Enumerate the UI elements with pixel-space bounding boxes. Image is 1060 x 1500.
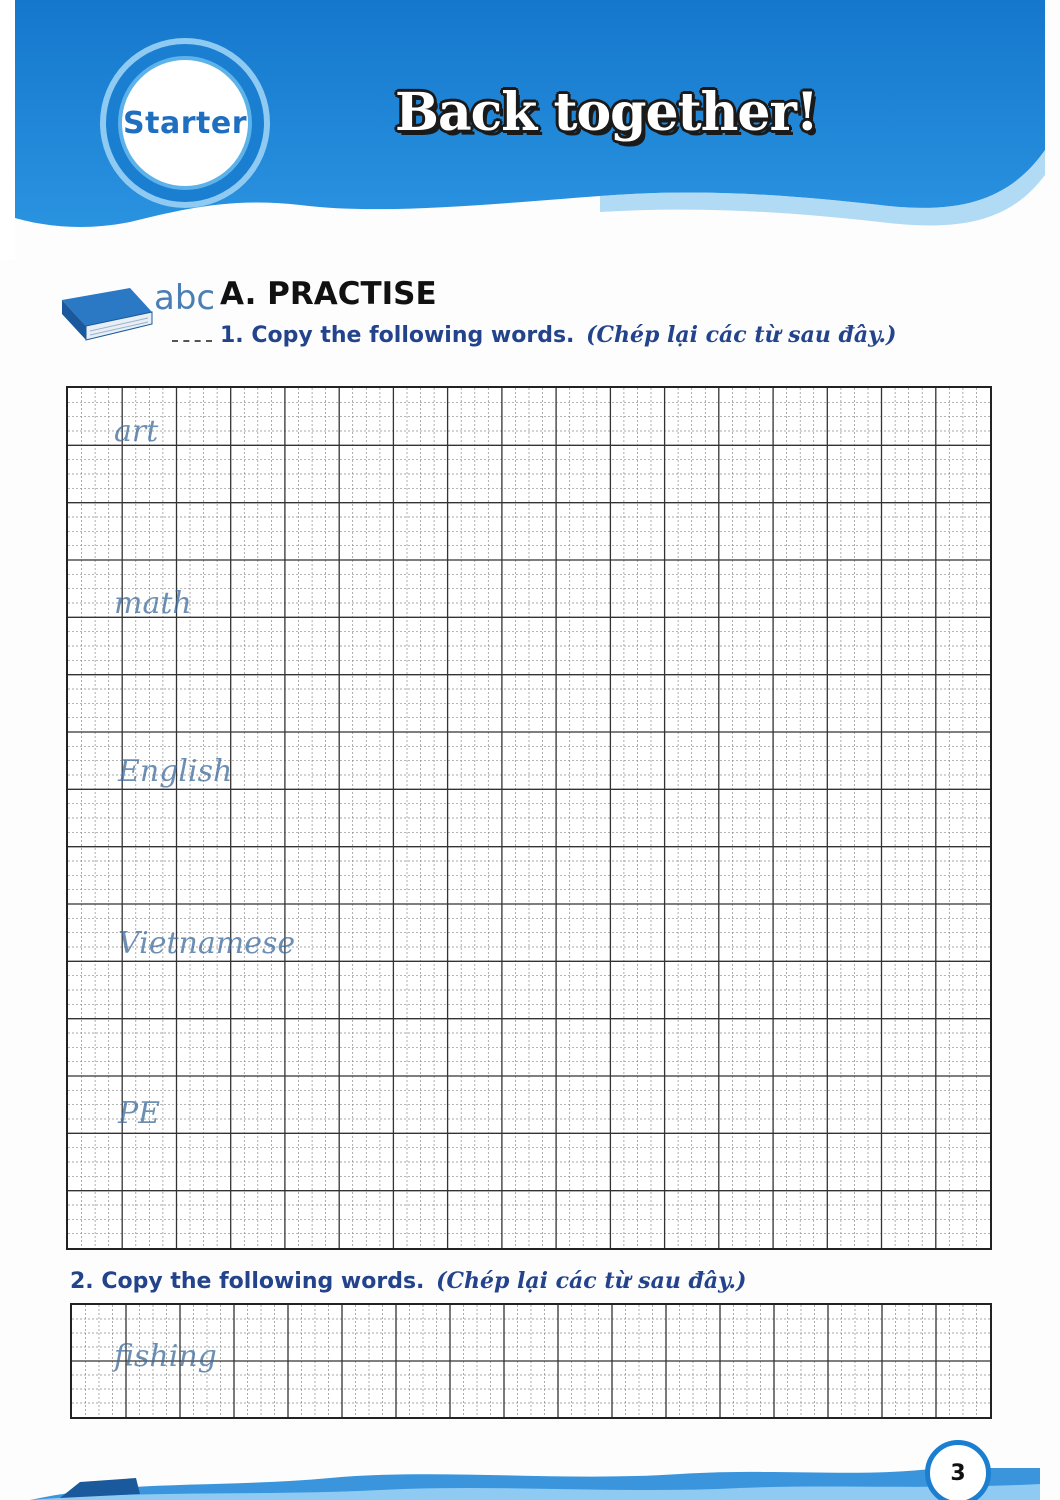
exercise1-instruction-en: 1. Copy the following words. bbox=[220, 323, 575, 348]
divider bbox=[172, 340, 212, 344]
page-title: Back together! bbox=[395, 82, 818, 143]
exercise2-instruction bbox=[70, 1268, 746, 1294]
starter-label: Starter bbox=[123, 105, 247, 141]
exercise2-instruction-en: 2. Copy the following words. bbox=[70, 1269, 425, 1294]
exercise1-instruction bbox=[220, 322, 896, 348]
page-number: 3 bbox=[950, 1460, 966, 1486]
tracing-word: math bbox=[114, 586, 192, 621]
starter-badge-inner bbox=[118, 56, 252, 190]
book-icon bbox=[60, 280, 156, 344]
starter-badge bbox=[100, 38, 270, 208]
tracing-word: Vietnamese bbox=[118, 926, 296, 961]
exercise2-instruction-vi: (Chép lại các từ sau đây.) bbox=[436, 1268, 747, 1294]
tracing-word: PE bbox=[118, 1096, 161, 1131]
page-number-badge bbox=[925, 1440, 991, 1500]
writing-grid-1[interactable] bbox=[66, 386, 992, 1250]
section-title: A. PRACTISE bbox=[220, 276, 437, 312]
tracing-word: English bbox=[118, 754, 233, 789]
tracing-word: art bbox=[114, 414, 159, 449]
exercise1-instruction-vi: (Chép lại các từ sau đây.) bbox=[586, 322, 897, 348]
footer-wave bbox=[0, 1438, 1060, 1500]
abc-icon: abc bbox=[154, 278, 216, 318]
grid-lines bbox=[68, 388, 990, 1248]
writing-grid-2[interactable] bbox=[70, 1303, 992, 1419]
tracing-word: fishing bbox=[114, 1339, 217, 1374]
